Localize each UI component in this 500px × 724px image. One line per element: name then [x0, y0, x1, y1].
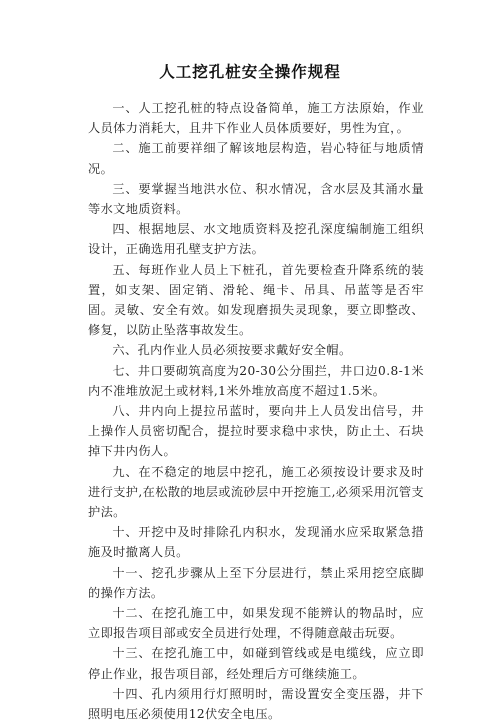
- paragraph-4: 四、根据地层、水文地质资料及挖孔深度编制施工组织设计，正确选用孔壁支护方法。: [88, 222, 424, 257]
- paragraph-12: 十二、在挖孔施工中，如果发现不能辨认的物品时，应立即报告项目部或安全员进行处理，不得随意敲击玩耍。: [88, 606, 424, 641]
- paragraph-14: 十四、孔内须用行灯照明时，需设置安全变压器，井下照明电压必须使用12伏安全电压。: [88, 686, 424, 722]
- document-title: 人工挖孔桩安全操作规程: [159, 62, 341, 81]
- paragraph-1: 一、人工挖孔桩的特点设备简单，施工方法原始，作业人员体力消耗大，且井下作业人员体质要好，男性为宜，。: [88, 101, 424, 136]
- paragraph-10: 十、开挖中及时排除孔内积水，发现涌水应采取紧急措施及时撤离人员。: [88, 525, 424, 560]
- paragraph-3: 三、要掌握当地洪水位、积水情况，含水层及其涌水量等水文地质资料。: [88, 181, 424, 217]
- paragraph-9: 九、在不稳定的地层中挖孔，施工必须按设计要求及时进行支护,在松散的地层或流砂层中开挖施工,必须采用沉管支护法。: [88, 464, 424, 520]
- paragraph-13: 十三、在挖孔施工中，如碰到管线或是电缆线，应立即停止作业，报告项目部，经处理后方可继续施工。: [88, 646, 424, 681]
- paragraph-5: 五、每班作业人员上下桩孔，首先要检查升降系统的装置，如支架、固定销、滑轮、绳卡、吊具、吊蓝等是否牢固。灵敏、安全有效。如发现磨损失灵现象，要立即整改、修复，以防止坠落事故发生。: [88, 262, 424, 338]
- paragraph-11: 十一、挖孔步骤从上至下分层进行，禁止采用挖空底脚的操作方法。: [88, 565, 424, 600]
- paragraph-2: 二、施工前要祥细了解该地层构造，岩心特征与地质情况。: [88, 141, 424, 176]
- paragraph-8: 八、井内向上提拉吊蓝时，要向井上人员发出信号，井上操作人员密切配合，提拉时要求稳中求快，防止土、石块掉下井内伤人。: [88, 404, 424, 459]
- paragraph-6: 六、孔内作业人员必须按要求戴好安全帽。: [112, 343, 352, 358]
- paragraph-7: 七、井口要砌筑高度为20-30公分围拦，井口边0.8-1米内不准堆放泥土或材料,1米外堆放高度不超过1.5米。: [88, 363, 424, 398]
- document-body: [88, 98, 424, 724]
